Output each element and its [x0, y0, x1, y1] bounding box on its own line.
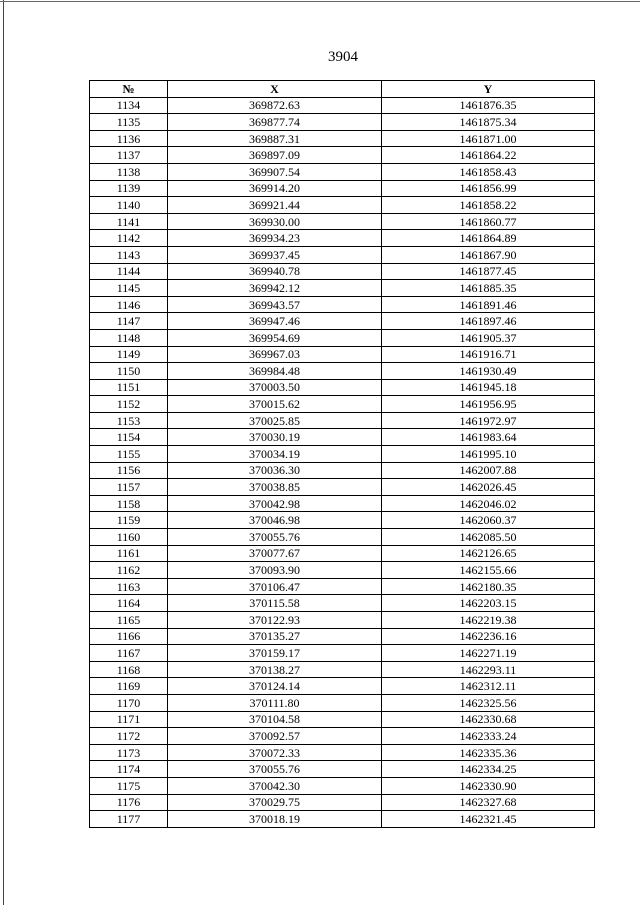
- cell-x: 370115.58: [168, 595, 382, 612]
- cell-y: 1461995.10: [382, 446, 595, 463]
- table-row: [90, 329, 595, 346]
- table-row: [90, 246, 595, 263]
- table-row: [90, 114, 595, 131]
- table-body: [90, 97, 595, 827]
- cell-number: 1150: [90, 363, 168, 380]
- cell-number: 1142: [90, 230, 168, 247]
- table-row: [90, 130, 595, 147]
- cell-number: 1151: [90, 379, 168, 396]
- cell-number: 1145: [90, 280, 168, 297]
- cell-x: 370029.75: [168, 794, 382, 811]
- cell-number: 1166: [90, 628, 168, 645]
- cell-number: 1168: [90, 661, 168, 678]
- table-row: [90, 811, 595, 828]
- cell-y: 1461864.89: [382, 230, 595, 247]
- cell-x: 370104.58: [168, 711, 382, 728]
- table-row: [90, 578, 595, 595]
- cell-number: 1155: [90, 446, 168, 463]
- cell-y: 1461871.00: [382, 130, 595, 147]
- cell-x: 369937.45: [168, 246, 382, 263]
- table-row: [90, 163, 595, 180]
- table-row: [90, 296, 595, 313]
- cell-number: 1161: [90, 545, 168, 562]
- cell-x: 370077.67: [168, 545, 382, 562]
- cell-y: 1462321.45: [382, 811, 595, 828]
- cell-y: 1461858.43: [382, 163, 595, 180]
- cell-number: 1152: [90, 396, 168, 413]
- table-row: [90, 263, 595, 280]
- cell-y: 1461875.34: [382, 114, 595, 131]
- cell-x: 370135.27: [168, 628, 382, 645]
- cell-number: 1174: [90, 761, 168, 778]
- column-header-x: X: [168, 81, 382, 98]
- table-row: [90, 346, 595, 363]
- cell-x: 370042.30: [168, 777, 382, 794]
- cell-x: 370036.30: [168, 462, 382, 479]
- cell-y: 1462007.88: [382, 462, 595, 479]
- cell-number: 1147: [90, 313, 168, 330]
- table-row: [90, 777, 595, 794]
- cell-y: 1461876.35: [382, 97, 595, 114]
- cell-y: 1462126.65: [382, 545, 595, 562]
- cell-x: 369914.20: [168, 180, 382, 197]
- table-row: [90, 379, 595, 396]
- cell-x: 370072.33: [168, 744, 382, 761]
- cell-number: 1165: [90, 612, 168, 629]
- cell-y: 1461856.99: [382, 180, 595, 197]
- cell-x: 369967.03: [168, 346, 382, 363]
- cell-y: 1462026.45: [382, 479, 595, 496]
- cell-number: 1173: [90, 744, 168, 761]
- cell-y: 1461891.46: [382, 296, 595, 313]
- cell-number: 1158: [90, 495, 168, 512]
- cell-number: 1176: [90, 794, 168, 811]
- table-row: [90, 396, 595, 413]
- table-row: [90, 412, 595, 429]
- cell-y: 1461972.97: [382, 412, 595, 429]
- cell-x: 369942.12: [168, 280, 382, 297]
- cell-y: 1462335.36: [382, 744, 595, 761]
- cell-x: 370055.76: [168, 761, 382, 778]
- cell-x: 370138.27: [168, 661, 382, 678]
- cell-number: 1148: [90, 329, 168, 346]
- cell-number: 1159: [90, 512, 168, 529]
- cell-y: 1462327.68: [382, 794, 595, 811]
- table-row: [90, 595, 595, 612]
- cell-y: 1462312.11: [382, 678, 595, 695]
- table-row: [90, 230, 595, 247]
- cell-number: 1164: [90, 595, 168, 612]
- cell-x: 370093.90: [168, 562, 382, 579]
- cell-number: 1167: [90, 645, 168, 662]
- cell-number: 1169: [90, 678, 168, 695]
- cell-y: 1461864.22: [382, 147, 595, 164]
- cell-y: 1461860.77: [382, 213, 595, 230]
- cell-number: 1139: [90, 180, 168, 197]
- cell-x: 369907.54: [168, 163, 382, 180]
- column-header-y: Y: [382, 81, 595, 98]
- column-header-number: №: [90, 81, 168, 98]
- cell-x: 370106.47: [168, 578, 382, 595]
- cell-x: 370159.17: [168, 645, 382, 662]
- cell-number: 1156: [90, 462, 168, 479]
- table-row: [90, 545, 595, 562]
- cell-x: 369877.74: [168, 114, 382, 131]
- cell-y: 1462155.66: [382, 562, 595, 579]
- cell-number: 1138: [90, 163, 168, 180]
- table-row: [90, 213, 595, 230]
- table-row: [90, 661, 595, 678]
- table-row: [90, 744, 595, 761]
- cell-number: 1140: [90, 197, 168, 214]
- cell-number: 1171: [90, 711, 168, 728]
- cell-x: 370124.14: [168, 678, 382, 695]
- cell-y: 1461956.95: [382, 396, 595, 413]
- cell-x: 369947.46: [168, 313, 382, 330]
- table-row: [90, 495, 595, 512]
- cell-x: 370003.50: [168, 379, 382, 396]
- table-row: [90, 429, 595, 446]
- cell-number: 1146: [90, 296, 168, 313]
- table-row: [90, 678, 595, 695]
- cell-y: 1461897.46: [382, 313, 595, 330]
- coordinates-table: [89, 80, 595, 828]
- cell-x: 370038.85: [168, 479, 382, 496]
- cell-number: 1170: [90, 694, 168, 711]
- cell-x: 369934.23: [168, 230, 382, 247]
- cell-number: 1135: [90, 114, 168, 131]
- table-row: [90, 761, 595, 778]
- page-number: 3904: [328, 49, 358, 65]
- table-header-row: [90, 81, 595, 98]
- cell-y: 1461983.64: [382, 429, 595, 446]
- table-row: [90, 694, 595, 711]
- table-row: [90, 612, 595, 629]
- cell-x: 369954.69: [168, 329, 382, 346]
- cell-number: 1172: [90, 728, 168, 745]
- cell-number: 1163: [90, 578, 168, 595]
- cell-number: 1153: [90, 412, 168, 429]
- cell-y: 1462046.02: [382, 495, 595, 512]
- table-row: [90, 512, 595, 529]
- cell-y: 1462330.68: [382, 711, 595, 728]
- cell-y: 1462271.19: [382, 645, 595, 662]
- cell-number: 1157: [90, 479, 168, 496]
- cell-y: 1462325.56: [382, 694, 595, 711]
- cell-number: 1160: [90, 529, 168, 546]
- cell-y: 1462333.24: [382, 728, 595, 745]
- cell-x: 370122.93: [168, 612, 382, 629]
- cell-number: 1154: [90, 429, 168, 446]
- cell-number: 1136: [90, 130, 168, 147]
- cell-y: 1462334.25: [382, 761, 595, 778]
- table-row: [90, 180, 595, 197]
- cell-y: 1461905.37: [382, 329, 595, 346]
- cell-x: 370030.19: [168, 429, 382, 446]
- cell-x: 369930.00: [168, 213, 382, 230]
- cell-y: 1461945.18: [382, 379, 595, 396]
- cell-x: 370042.98: [168, 495, 382, 512]
- cell-x: 370055.76: [168, 529, 382, 546]
- cell-x: 369872.63: [168, 97, 382, 114]
- cell-y: 1462236.16: [382, 628, 595, 645]
- cell-y: 1462060.37: [382, 512, 595, 529]
- cell-y: 1462085.50: [382, 529, 595, 546]
- cell-x: 370034.19: [168, 446, 382, 463]
- cell-x: 369921.44: [168, 197, 382, 214]
- cell-number: 1144: [90, 263, 168, 280]
- cell-x: 369887.31: [168, 130, 382, 147]
- cell-x: 369943.57: [168, 296, 382, 313]
- table-row: [90, 728, 595, 745]
- table-row: [90, 529, 595, 546]
- cell-x: 369897.09: [168, 147, 382, 164]
- cell-number: 1149: [90, 346, 168, 363]
- table-row: [90, 711, 595, 728]
- cell-y: 1461877.45: [382, 263, 595, 280]
- table-row: [90, 197, 595, 214]
- cell-y: 1461916.71: [382, 346, 595, 363]
- table-row: [90, 628, 595, 645]
- scan-border-left: [3, 0, 4, 905]
- cell-number: 1177: [90, 811, 168, 828]
- cell-x: 370025.85: [168, 412, 382, 429]
- cell-y: 1462219.38: [382, 612, 595, 629]
- table-row: [90, 479, 595, 496]
- cell-y: 1462180.35: [382, 578, 595, 595]
- cell-x: 370092.57: [168, 728, 382, 745]
- table-row: [90, 645, 595, 662]
- scan-border-top: [0, 1, 640, 2]
- table-row: [90, 363, 595, 380]
- table-row: [90, 147, 595, 164]
- cell-y: 1462293.11: [382, 661, 595, 678]
- table-row: [90, 562, 595, 579]
- cell-number: 1162: [90, 562, 168, 579]
- cell-y: 1461867.90: [382, 246, 595, 263]
- table-row: [90, 313, 595, 330]
- cell-x: 370018.19: [168, 811, 382, 828]
- cell-y: 1461858.22: [382, 197, 595, 214]
- table-row: [90, 462, 595, 479]
- cell-x: 370111.80: [168, 694, 382, 711]
- table-row: [90, 97, 595, 114]
- table-row: [90, 794, 595, 811]
- cell-number: 1137: [90, 147, 168, 164]
- cell-y: 1461930.49: [382, 363, 595, 380]
- cell-number: 1134: [90, 97, 168, 114]
- cell-number: 1175: [90, 777, 168, 794]
- cell-y: 1462203.15: [382, 595, 595, 612]
- cell-number: 1143: [90, 246, 168, 263]
- cell-x: 370015.62: [168, 396, 382, 413]
- cell-x: 370046.98: [168, 512, 382, 529]
- cell-x: 369940.78: [168, 263, 382, 280]
- table-row: [90, 280, 595, 297]
- table-row: [90, 446, 595, 463]
- cell-x: 369984.48: [168, 363, 382, 380]
- cell-y: 1461885.35: [382, 280, 595, 297]
- cell-y: 1462330.90: [382, 777, 595, 794]
- cell-number: 1141: [90, 213, 168, 230]
